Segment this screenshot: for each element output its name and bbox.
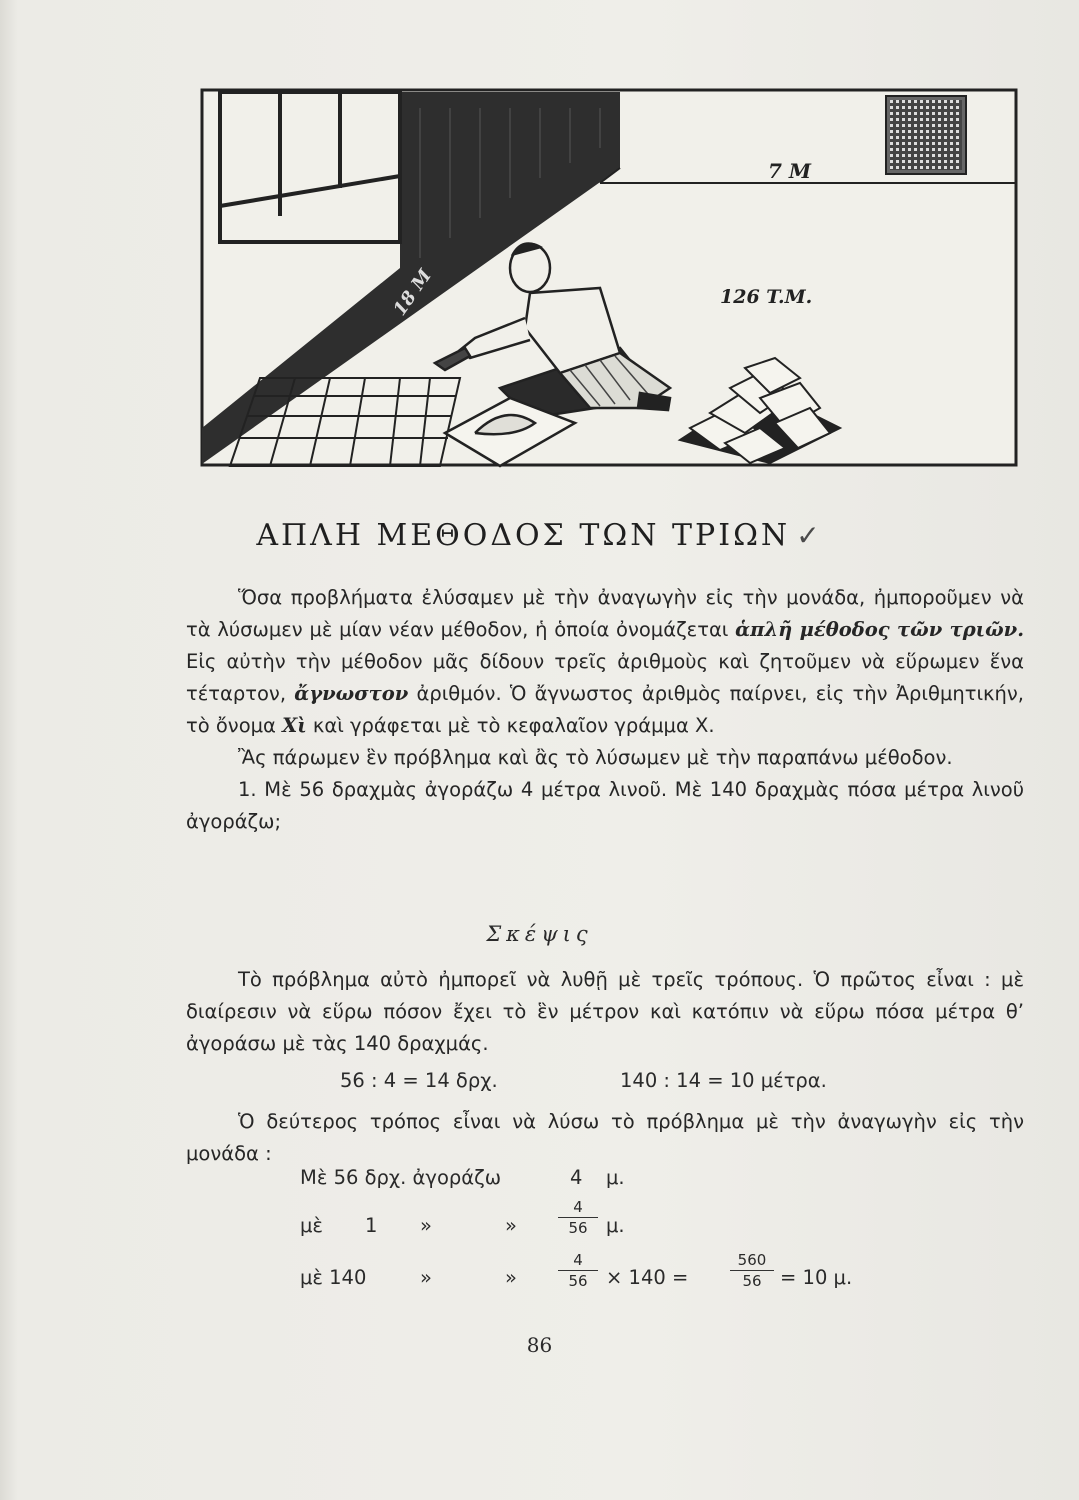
skepsis-paragraph-1: Τὸ πρόβλημα αὐτὸ ἠμπορεῖ νὰ λυθῇ μὲ τρεῖς τρόπους. Ὁ πρῶτος εἶναι : μὲ διαίρεσιν νὰ εὕρω πόσον ἔχει τὸ ἓν μέτρον καὶ κατόπιν νὰ εὕρω πόσα μέτρα θ’ ἀγοράσω μὲ τὰς 140 δραχμάς. (186, 968, 1024, 1055)
reduction-row-2-label: μὲ (300, 1214, 323, 1237)
term-simple-rule-of-three: ἁπλῆ μέθοδος τῶν τριῶν. (735, 618, 1024, 641)
tiling-illustration (200, 88, 1018, 480)
ditto-mark: » (505, 1214, 517, 1237)
reduction-row-1-label: Μὲ 56 δρχ. ἀγοράζω (300, 1166, 502, 1189)
fraction-denominator: 56 (568, 1219, 588, 1237)
fraction-numerator: 4 (558, 1251, 598, 1271)
intro-paragraph-2: Ἂς πάρωμεν ἓν πρόβλημα καὶ ἂς τὸ λύσωμεν μὲ τὴν παραπάνω μέθοδον. (238, 746, 953, 769)
ditto-mark: » (505, 1266, 517, 1289)
reduction-row-2-unit: μ. (606, 1214, 625, 1237)
window-icon (220, 92, 400, 242)
reduction-row-1-unit: μ. (606, 1166, 625, 1189)
fraction-numerator: 560 (730, 1251, 774, 1271)
intro-text (186, 582, 1024, 838)
intro-p1-e: ἀριθμόν. Ὁ ἄγνωστος ἀριθμὸς παίρνει, εἰς τὴν Ἀριθμητικήν, τὸ ὄνομα (186, 682, 1024, 737)
intro-p1-g: καὶ γράφεται μὲ τὸ κεφαλαῖον γράμμα Χ. (306, 714, 715, 737)
intro-p1-a: Ὅσα προβλήματα ἐλύσαμεν μὲ τὴν ἀναγωγὴν εἰς τὴν μονάδα, ἠμποροῦμεν νὰ τὰ λύσωμεν μὲ μίαν νέαν μέθοδον, ἡ ὁποία ὀνομάζεται (186, 586, 1024, 641)
label-height: 18 M (389, 265, 436, 320)
fraction-560-56 (730, 1251, 774, 1290)
equation-2: 140 : 14 = 10 μέτρα. (620, 1069, 827, 1092)
multiply-140: × 140 = (606, 1266, 689, 1289)
term-unknown: ἄγνωστον (294, 682, 409, 705)
reduction-row-1-value: 4 (570, 1166, 583, 1189)
fraction-4-56 (558, 1251, 598, 1290)
vent-grille-icon (886, 96, 966, 174)
term-chi: Χὶ (282, 714, 307, 737)
check-mark-icon: ✓ (796, 519, 823, 552)
page-number: 86 (526, 1333, 553, 1357)
label-width: 7 M (768, 159, 812, 183)
equation-1: 56 : 4 = 14 δρχ. (340, 1069, 498, 1092)
intro-paragraph-1 (186, 582, 1024, 742)
ditto-mark: » (420, 1214, 432, 1237)
ditto-mark: » (420, 1266, 432, 1289)
fraction-denominator: 56 (568, 1272, 588, 1290)
reduction-row-2-qty: 1 (365, 1214, 378, 1237)
problem-1: 1. Μὲ 56 δραχμὰς ἀγοράζω 4 μέτρα λινοῦ. Μὲ 140 δραχμὰς πόσα μέτρα λινοῦ ἀγοράζω; (186, 778, 1024, 833)
skepsis-heading: Σκέψις (486, 922, 593, 946)
skepsis-text (186, 964, 1024, 1060)
section-title-text: ΑΠΛΗ ΜΕΘΟΔΟΣ ΤΩΝ ΤΡΙΩΝ (256, 518, 791, 553)
intro-p1-c: Εἰς αὐτὴν τὴν μέθοδον μᾶς δίδουν τρεῖς ἀριθμοὺς καὶ ζητοῦμεν νὰ εὕρωμεν ἕνα τέταρτον, (186, 650, 1024, 705)
label-area: 126 T.M. (720, 286, 813, 308)
section-title (0, 518, 1079, 553)
skepsis-paragraph-2: Ὁ δεύτερος τρόπος εἶναι νὰ λύσω τὸ πρόβλημα μὲ τὴν ἀναγωγὴν εἰς τὴν μονάδα : (186, 1110, 1024, 1165)
fraction-denominator: 56 (742, 1272, 762, 1290)
result-10-m: = 10 μ. (780, 1266, 853, 1289)
reduction-row-3-label: μὲ 140 (300, 1266, 367, 1289)
skepsis-text-2 (186, 1106, 1024, 1170)
fraction-numerator: 4 (558, 1198, 598, 1218)
fraction-4-56 (558, 1198, 598, 1237)
